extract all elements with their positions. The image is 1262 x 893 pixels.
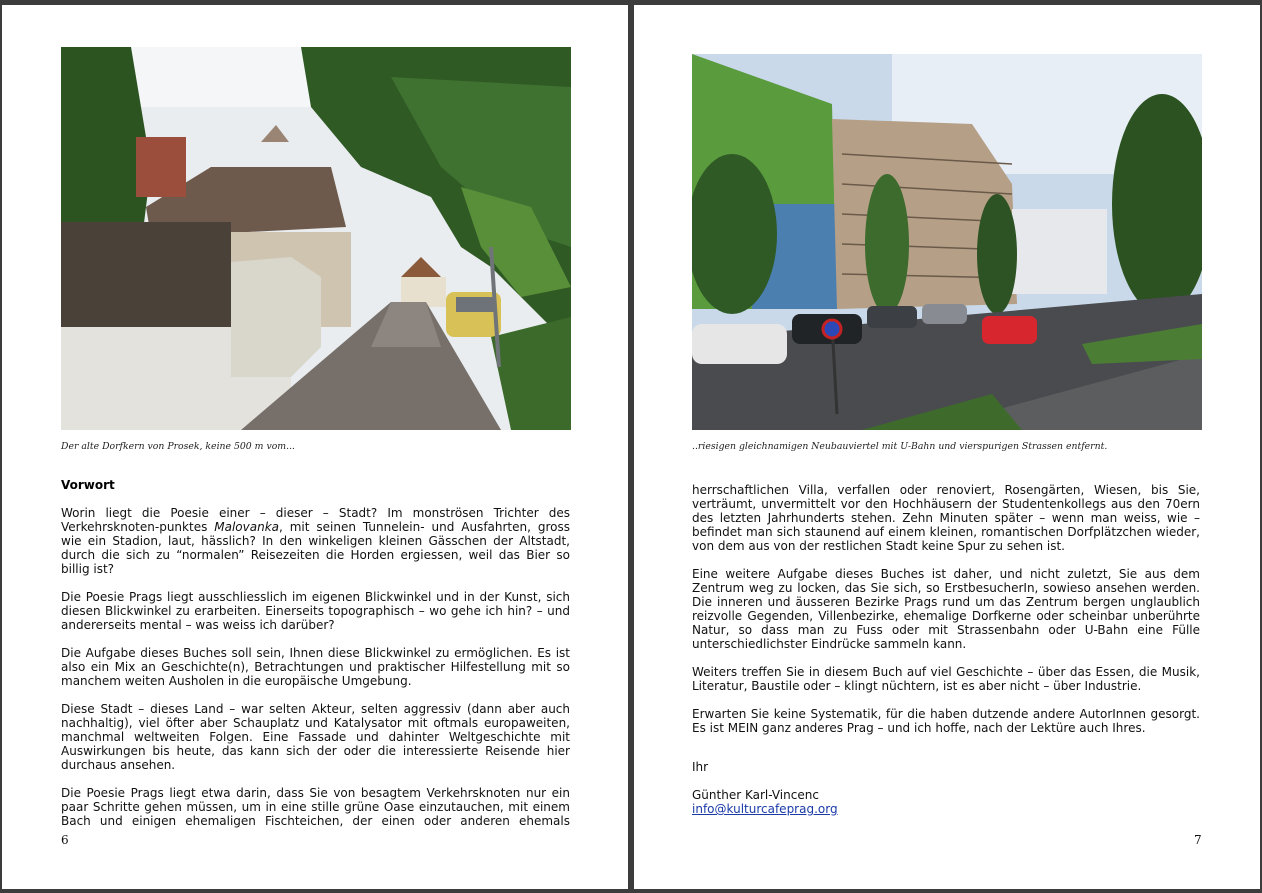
- page-number: 7: [1194, 833, 1202, 847]
- paragraph: Die Aufgabe dieses Buches soll sein, Ihnen diese Blickwinkel zu ermöglichen. Es ist also ein Mix an Geschichte(n), Betrachtungen und praktischer Hilfestellung mit so manchem weiten Ausholen in die europäische Umgebung.: [61, 646, 570, 688]
- section-heading: Vorwort: [61, 478, 115, 492]
- village-lane-illustration: [61, 47, 571, 430]
- paragraph: Eine weitere Aufgabe dieses Buches ist daher, und nicht zuletzt, Sie aus dem Zentrum weg zu locken, das Sie sich, so ErstbesucherIn, sowieso ansehen werden. Die inneren und äusseren Bezirke Prags rund um das Zentrum bergen unglaublich reizvolle Gegenden, Villenbezirke, ehemalige Dorfkerne oder scheinbar unberührte Natur, so dass man zu Fuss oder mit Strassenbahn oder U-Bahn eine Fülle unterschiedlichster Eindrücke sammeln kann.: [692, 567, 1200, 651]
- greeting: Ihr: [692, 760, 709, 774]
- emphasis-text: Malovanka: [214, 520, 279, 534]
- email-link[interactable]: info@kulturcafeprag.org: [692, 802, 838, 816]
- paragraph: Die Poesie Prags liegt ausschliesslich im eigenen Blickwinkel und in der Kunst, sich diesen Blickwinkel zu erarbeiten. Einerseits topographisch – wo gehe ich hin? – und andererseits mental – was weiss ich darüber?: [61, 590, 570, 632]
- paragraph: Weiters treffen Sie in diesem Buch auf viel Geschichte – über das Essen, die Musik, Literatur, Baustile oder – klingt nüchtern, ist es aber nicht – über Industrie.: [692, 665, 1200, 693]
- right-page: [634, 5, 1260, 889]
- author-name: Günther Karl-Vincenc: [692, 788, 819, 802]
- paragraph: Erwarten Sie keine Systematik, für die haben dutzende andere AutorInnen gesorgt. Es ist MEIN ganz anderes Prag – und ich hoffe, nach der Lektüre auch Ihres.: [692, 707, 1200, 735]
- left-body-text: [61, 506, 570, 842]
- right-body-text: [692, 483, 1200, 749]
- left-page: [2, 5, 628, 889]
- housing-estate-photo: [692, 54, 1202, 430]
- paragraph-text: , mit seinen Tunnelein- und Ausfahrten, gross wie ein Stadion, laut, hässlich? In den winkeligen kleinen Gässchen der Altstadt, durch die sich zu “normalen” Reisezeiten die Horden ergiessen, weil das Bier so billig ist?: [61, 520, 570, 576]
- page-number: 6: [61, 833, 69, 847]
- right-photo-caption: ..riesigen gleichnamigen Neubauviertel mit U-Bahn und vierspurigen Strassen entfernt.: [692, 441, 1108, 452]
- paragraph: Die Poesie Prags liegt etwa darin, dass Sie von besagtem Verkehrsknoten nur ein paar Schritte gehen müssen, um in eine stille grüne Oase einzutauchen, mit einem Bach und einigen ehemaligen Fischteichen, der einen oder anderen ehemals: [61, 786, 570, 828]
- paragraph: Diese Stadt – dieses Land – war selten Akteur, selten aggressiv (dann aber auch nachhaltig), viel öfter aber Schauplatz und Katalysator mit oftmals europaweiten, manchmal weltweiten Folgen. Eine Fassade und dahinter Weltgeschichte mit Auswirkungen bis heute, das kann sich der oder die interessierte Reisende hier durchaus ansehen.: [61, 702, 570, 772]
- paragraph: herrschaftlichen Villa, verfallen oder renoviert, Rosengärten, Wiesen, bis Sie, verträumt, unvermittelt vor den Hochhäusern der Studentenkollegs aus den 70ern des letzten Jahrhunderts stehen. Zehn Minuten später – wenn man weiss, wie – befindet man sich staunend auf einem kleinen, romantischen Dorfplätzchen wieder, von dem aus von der restlichen Stadt keine Spur zu sehen ist.: [692, 483, 1200, 553]
- left-photo-caption: Der alte Dorfkern von Prosek, keine 500 m vom...: [61, 441, 295, 452]
- paragraph: [61, 506, 570, 576]
- housing-estate-illustration: [692, 54, 1202, 430]
- paragraph-text: Worin liegt die Poesie einer – dieser – Stadt? Im monströsen Trichter des Verkehrsknoten-punktes: [61, 506, 570, 534]
- village-lane-photo: [61, 47, 571, 430]
